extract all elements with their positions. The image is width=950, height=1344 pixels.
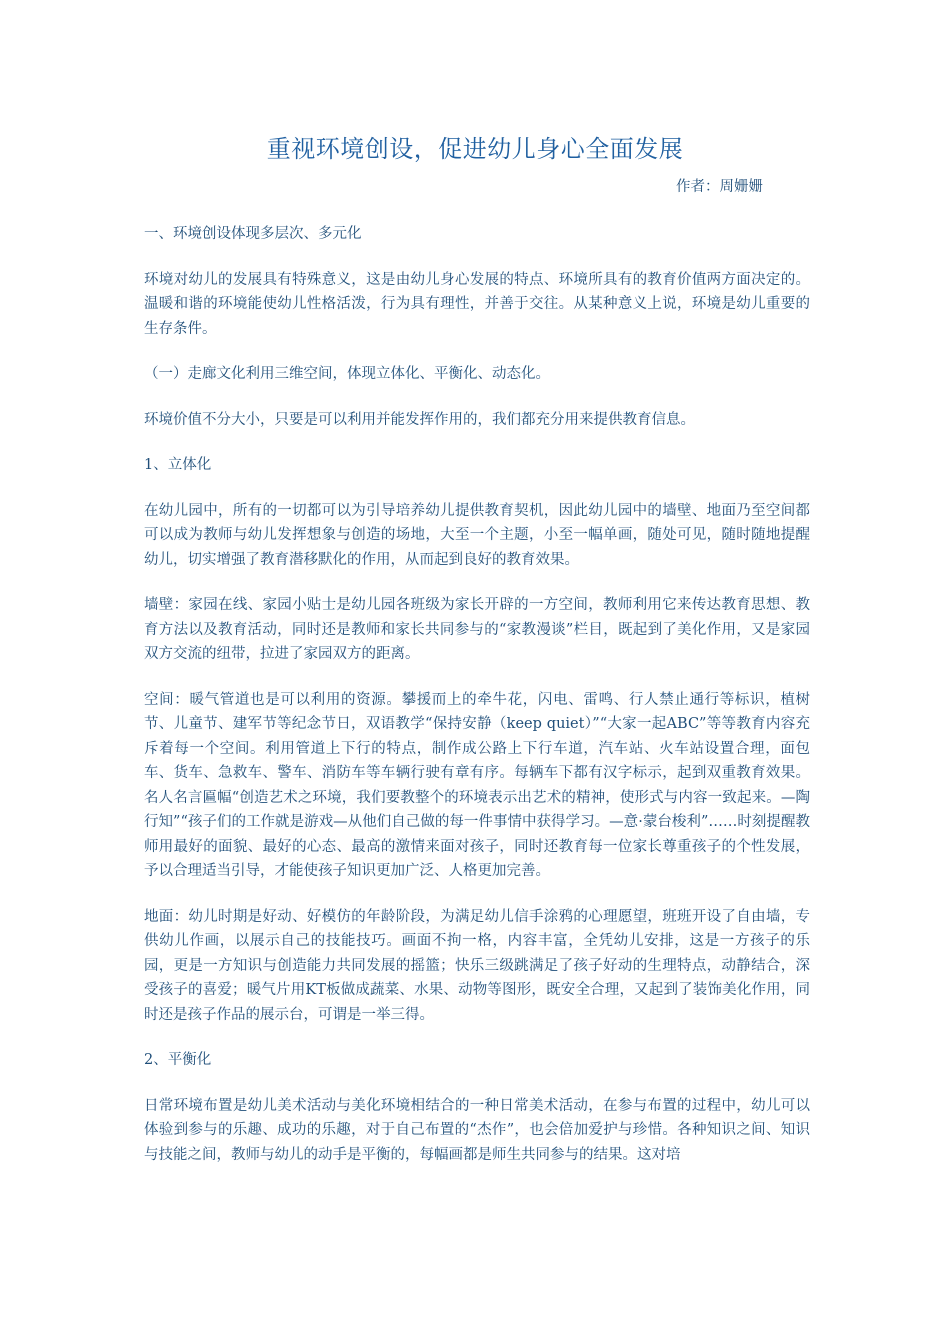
section-heading: 一、环境创设体现多层次、多元化	[144, 226, 362, 242]
subsection-heading: （一）走廊文化利用三维空间，体现立体化、平衡化、动态化。	[144, 366, 550, 382]
subsection-heading: 1、立体化	[144, 457, 212, 473]
body-paragraph: 地面：幼儿时期是好动、好模仿的年龄阶段，为满足幼儿信手涂鸦的心理愿望，班班开设了自由墙，专供幼儿作画，以展示自己的技能技巧。画面不拘一格，内容丰富，全凭幼儿安排，这是一方孩子的乐园，更是一方知识与创造能力共同发展的摇篮；快乐三级跳满足了孩子好动的生理特点，动静结合，深受孩子的喜爱；暖气片用KT板做成蔬菜、水果、动物等图形，既安全合理，又起到了装饰美化作用，同时还是孩子作品的展示台，可谓是一举三得。	[144, 908, 810, 1023]
body-paragraph: 日常环境布置是幼儿美术活动与美化环境相结合的一种日常美术活动，在参与布置的过程中，幼儿可以体验到参与的乐趣、成功的乐趣，对于自己布置的“杰作”，也会倍加爱护与珍惜。各种知识之间、知识与技能之间，教师与幼儿的动手是平衡的，每幅画都是师生共同参与的结果。这对培	[144, 1097, 810, 1163]
body-paragraph: 空间：暖气管道也是可以利用的资源。攀援而上的牵牛花，闪电、雷鸣、行人禁止通行等标识，植树节、儿童节、建军节等纪念节日，双语教学“保持安静（keep quiet）”“大家一起ABC”等等教育内容充斥着每一个空间。利用管道上下行的特点，制作成公路上下行车道，汽车站、火车站设置合理，面包车、货车、急救车、警车、消防车等车辆行驶有章有序。每辆车下都有汉字标示，起到双重教育效果。名人名言匾幅“创造艺术之环境，我们要教整个的环境表示出艺术的精神，使形式与内容一致起来。—陶行知”“孩子们的工作就是游戏—从他们自己做的每一件事情中获得学习。—意·蒙台梭利”……时刻提醒教师用最好的面貌、最好的心态、最高的激情来面对孩子，同时还教育每一位家长尊重孩子的个性发展，予以合理适当引导，才能使孩子知识更加广泛、人格更加完善。	[144, 691, 810, 879]
body-paragraph: 环境价值不分大小，只要是可以利用并能发挥作用的，我们都充分用来提供教育信息。	[144, 411, 695, 428]
subsection-heading: 2、平衡化	[144, 1052, 212, 1068]
body-paragraph: 在幼儿园中，所有的一切都可以为引导培养幼儿提供教育契机，因此幼儿园中的墙壁、地面乃至空间都可以成为教师与幼儿发挥想象与创造的场地，大至一个主题，小至一幅单画，随处可见，随时随地提醒幼儿，切实增强了教育潜移默化的作用，从而起到良好的教育效果。	[144, 502, 810, 568]
body-paragraph: 墙壁：家园在线、家园小贴士是幼儿园各班级为家长开辟的一方空间，教师利用它来传达教育思想、教育方法以及教育活动，同时还是教师和家长共同参与的“家教漫谈”栏目，既起到了美化作用，又是家园双方交流的纽带，拉进了家园双方的距离。	[144, 597, 810, 662]
document-body	[144, 222, 810, 1188]
page-title: 重视环境创设，促进幼儿身心全面发展	[266, 135, 684, 163]
body-paragraph: 环境对幼儿的发展具有特殊意义，这是由幼儿身心发展的特点、环境所具有的教育价值两方面决定的。温暖和谐的环境能使幼儿性格活泼，行为具有理性，并善于交往。从某种意义上说，环境是幼儿重要的生存条件。	[144, 271, 810, 337]
author-line: 作者：周姗姗	[676, 179, 763, 195]
